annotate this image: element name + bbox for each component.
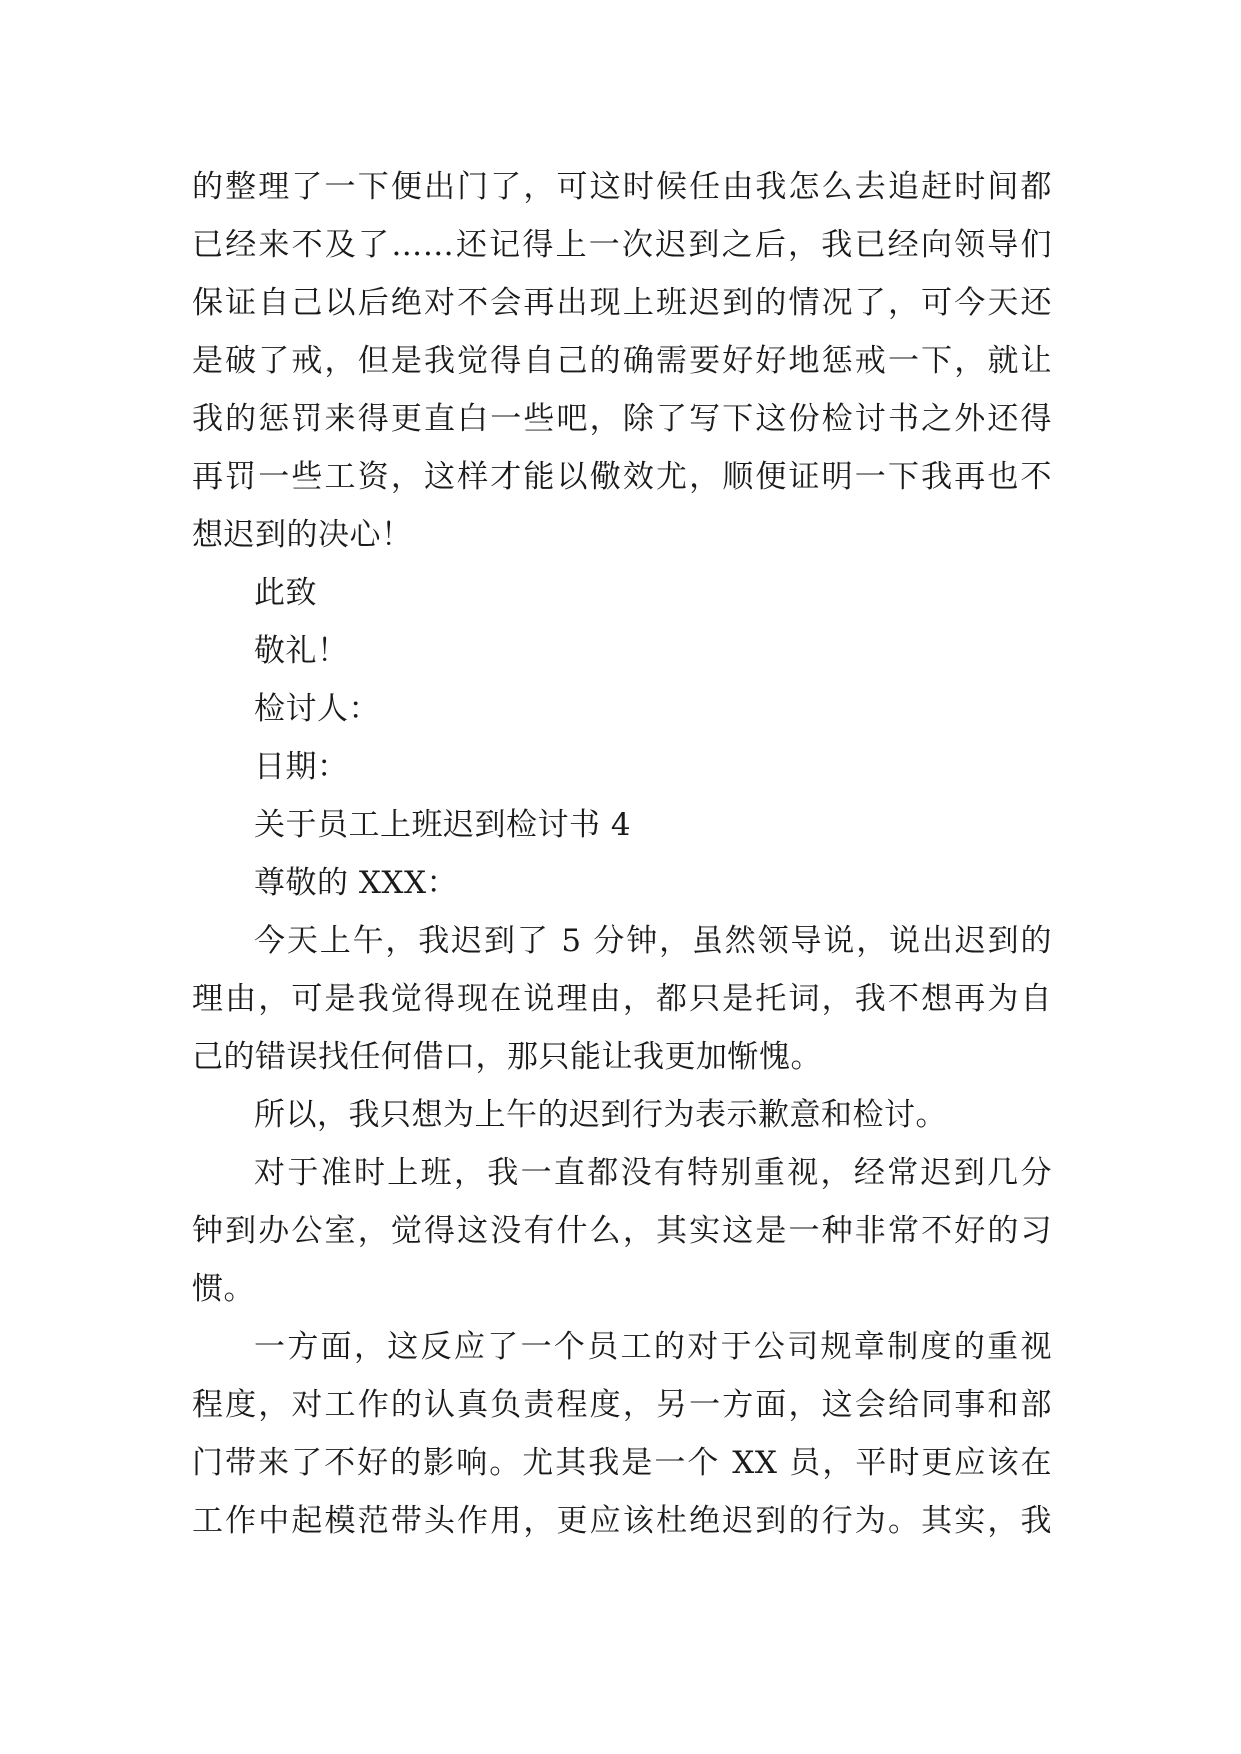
text-line: 钟到办公室，觉得这没有什么，其实这是一种非常不好的习 — [192, 1213, 1052, 1249]
greeting: 尊敬的 XXX： — [254, 865, 459, 901]
text-line: 已经来不及了……还记得上一次迟到之后，我已经向领导们 — [192, 227, 1052, 263]
text-line: 对于准时上班，我一直都没有特别重视，经常迟到几分 — [254, 1155, 1052, 1191]
text-line: 门带来了不好的影响。尤其我是一个 XX 员，平时更应该在 — [192, 1445, 1052, 1481]
text-line: 一方面，这反应了一个员工的对于公司规章制度的重视 — [254, 1329, 1052, 1365]
section-title: 关于员工上班迟到检讨书 4 — [254, 807, 632, 843]
text-line: 想迟到的决心！ — [192, 517, 413, 553]
text-line: 再罚一些工资，这样才能以儆效尤，顺便证明一下我再也不 — [192, 459, 1052, 495]
signer-label: 检讨人： — [254, 691, 380, 727]
text-line: 程度，对工作的认真负责程度，另一方面，这会给同事和部 — [192, 1387, 1052, 1423]
text-line: 惯。 — [192, 1271, 255, 1307]
closing-salutation: 此致 — [254, 575, 317, 611]
text-line: 所以，我只想为上午的迟到行为表示歉意和检讨。 — [254, 1097, 947, 1133]
text-line: 是破了戒，但是我觉得自己的确需要好好地惩戒一下，就让 — [192, 343, 1052, 379]
text-line: 己的错误找任何借口，那只能让我更加惭愧。 — [192, 1039, 822, 1075]
text-line: 的整理了一下便出门了，可这时候任由我怎么去追赶时间都 — [192, 169, 1052, 205]
date-label: 日期： — [254, 749, 349, 785]
closing-regards: 敬礼！ — [254, 633, 349, 669]
text-line: 保证自己以后绝对不会再出现上班迟到的情况了，可今天还 — [192, 285, 1052, 321]
text-line: 理由，可是我觉得现在说理由，都只是托词，我不想再为自 — [192, 981, 1052, 1017]
text-line: 我的惩罚来得更直白一些吧，除了写下这份检讨书之外还得 — [192, 401, 1052, 437]
text-line: 今天上午，我迟到了 5 分钟，虽然领导说，说出迟到的 — [254, 923, 1052, 959]
text-line: 工作中起模范带头作用，更应该杜绝迟到的行为。其实，我 — [192, 1503, 1052, 1539]
